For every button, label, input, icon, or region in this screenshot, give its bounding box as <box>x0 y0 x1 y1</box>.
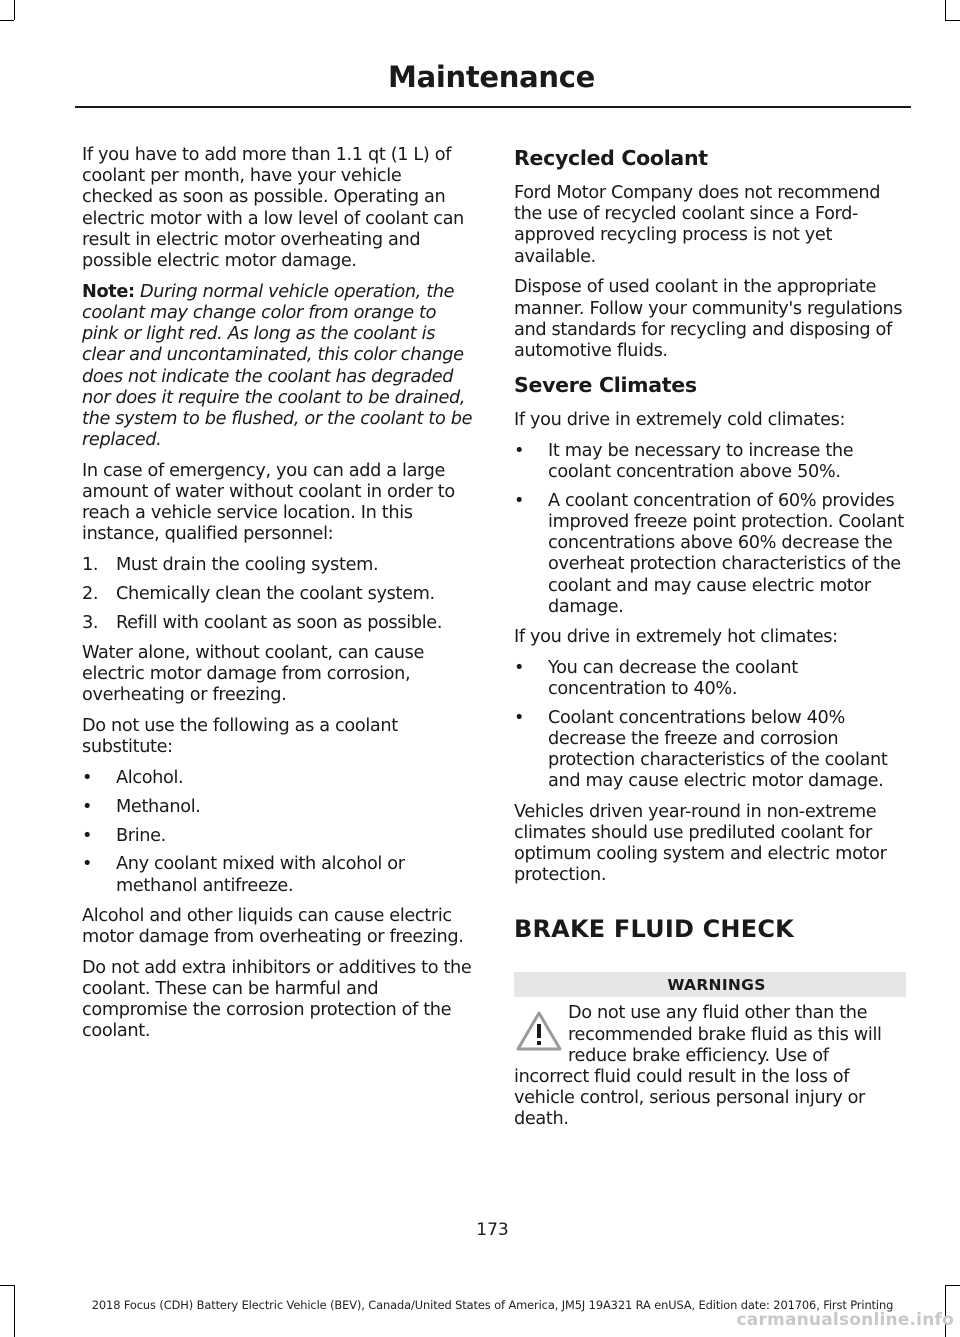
list-item <box>82 854 474 896</box>
list-item <box>82 768 474 789</box>
list-item-text: You can decrease the coolant concentration to 40%. <box>548 657 798 699</box>
paragraph: Vehicles driven year-round in non-extreme climates should use prediluted coolant for optimum cooling system and electric motor protection. <box>514 801 887 886</box>
list-item-text: Must drain the cooling system. <box>116 555 379 576</box>
paragraph: Dispose of used coolant in the appropriate manner. Follow your community's regulations and standards for recycling and disposing of automotive fluids. <box>514 277 903 361</box>
page-number: 173 <box>476 1220 509 1240</box>
list-item <box>514 658 906 700</box>
paragraph: Ford Motor Company does not recommend the use of recycled coolant since a Ford-approved recycling process is not yet available. <box>514 183 881 267</box>
crop-mark <box>945 20 960 21</box>
list-item <box>514 491 906 618</box>
bullet: • <box>82 767 93 788</box>
warning-text: Do not use any fluid other than the recommended brake fluid as this will reduce brake efficiency. Use of incorrect fluid could result in the loss of vehicle control, serious personal injury or death. <box>514 1003 882 1130</box>
list-item <box>82 826 474 847</box>
bullet: • <box>514 707 525 728</box>
crop-mark <box>0 1285 14 1286</box>
warnings-label: WARNINGS <box>667 975 766 994</box>
crop-mark <box>0 20 14 21</box>
left-column <box>82 145 474 1052</box>
note-label: Note: <box>82 281 135 302</box>
paragraph: If you have to add more than 1.1 qt (1 L) of coolant per month, have your vehicle checked as soon as possible. Operating an electric motor with a low level of coolant can result in electric motor overheating and possible electric motor damage. <box>82 145 464 272</box>
paragraph: In case of emergency, you can add a large amount of water without coolant in order to reach a vehicle service location. In this instance, qualified personnel: <box>82 460 455 545</box>
list-item-text: Brine. <box>116 825 166 846</box>
header-rule <box>75 106 911 108</box>
list-item-text: Any coolant mixed with alcohol or methanol antifreeze. <box>116 854 405 896</box>
warnings-header <box>514 972 906 997</box>
list-item-text: Coolant concentrations below 40% decrease the freeze and corrosion protection characteristics of the coolant and may cause electric motor damage. <box>548 707 888 792</box>
paragraph: Do not add extra inhibitors or additives to the coolant. These can be harmful and compromise the corrosion protection of the coolant. <box>82 957 472 1042</box>
paragraph: Alcohol and other liquids can cause electric motor damage from overheating or freezing. <box>82 905 464 947</box>
bullet: • <box>82 854 93 875</box>
list-item-text: Refill with coolant as soon as possible. <box>116 612 443 633</box>
section-heading-recycled-coolant: Recycled Coolant <box>514 146 708 170</box>
list-item-text: Chemically clean the coolant system. <box>116 583 435 604</box>
page-title: Maintenance <box>388 60 595 94</box>
note <box>82 282 474 452</box>
list-number: 3. <box>82 612 99 633</box>
watermark: carmanualsonline.info <box>736 1310 954 1330</box>
edition-footer: 2018 Focus (CDH) Battery Electric Vehicle (BEV), Canada/United States of America, JM5J 19A321 RA enUSA, Edition date: 201706, First Printing <box>91 1298 894 1312</box>
list-item <box>82 555 474 576</box>
list-item-text: Alcohol. <box>116 767 184 788</box>
bullet: • <box>82 825 93 846</box>
list-item <box>82 584 474 605</box>
crop-mark <box>14 0 15 20</box>
bullet: • <box>82 796 93 817</box>
crop-mark <box>945 0 946 20</box>
warning-triangle-icon <box>514 1009 564 1055</box>
list-item <box>82 797 474 818</box>
list-item <box>514 441 906 483</box>
section-heading-brake-fluid-check: BRAKE FLUID CHECK <box>514 915 794 944</box>
note-text: During normal vehicle operation, the coolant may change color from orange to pink or light red. As long as the coolant is clear and uncontaminated, this color change does not indicate the coolant has degraded nor does it require the coolant to be drained, the system to be flushed, or the coolant to be replaced. <box>82 281 473 451</box>
paragraph: Water alone, without coolant, can cause electric motor damage from corrosion, overheating or freezing. <box>82 642 425 706</box>
bullet-list <box>514 658 906 793</box>
list-item-text: A coolant concentration of 60% provides improved freeze point protection. Coolant concentrations above 60% decrease the overheat protection characteristics of the coolant and may cause electric motor damage. <box>548 490 904 617</box>
list-item-text: It may be necessary to increase the coolant concentration above 50%. <box>548 440 854 483</box>
warning-block <box>514 1003 906 1130</box>
bullet-list <box>514 441 906 618</box>
numbered-list <box>82 555 474 634</box>
bullet: • <box>514 490 525 511</box>
list-number: 1. <box>82 555 99 576</box>
list-item <box>82 613 474 634</box>
crop-mark <box>945 1285 960 1286</box>
bullet: • <box>514 657 525 678</box>
bullet: • <box>514 440 525 461</box>
list-item-text: Methanol. <box>116 796 201 817</box>
paragraph: Do not use the following as a coolant substitute: <box>82 716 398 758</box>
list-item <box>514 708 906 793</box>
paragraph: If you drive in extremely cold climates: <box>514 410 846 431</box>
paragraph: If you drive in extremely hot climates: <box>514 627 838 648</box>
list-number: 2. <box>82 583 99 604</box>
bullet-list <box>82 768 474 897</box>
right-column <box>514 143 906 1131</box>
section-heading-severe-climates: Severe Climates <box>514 373 697 398</box>
